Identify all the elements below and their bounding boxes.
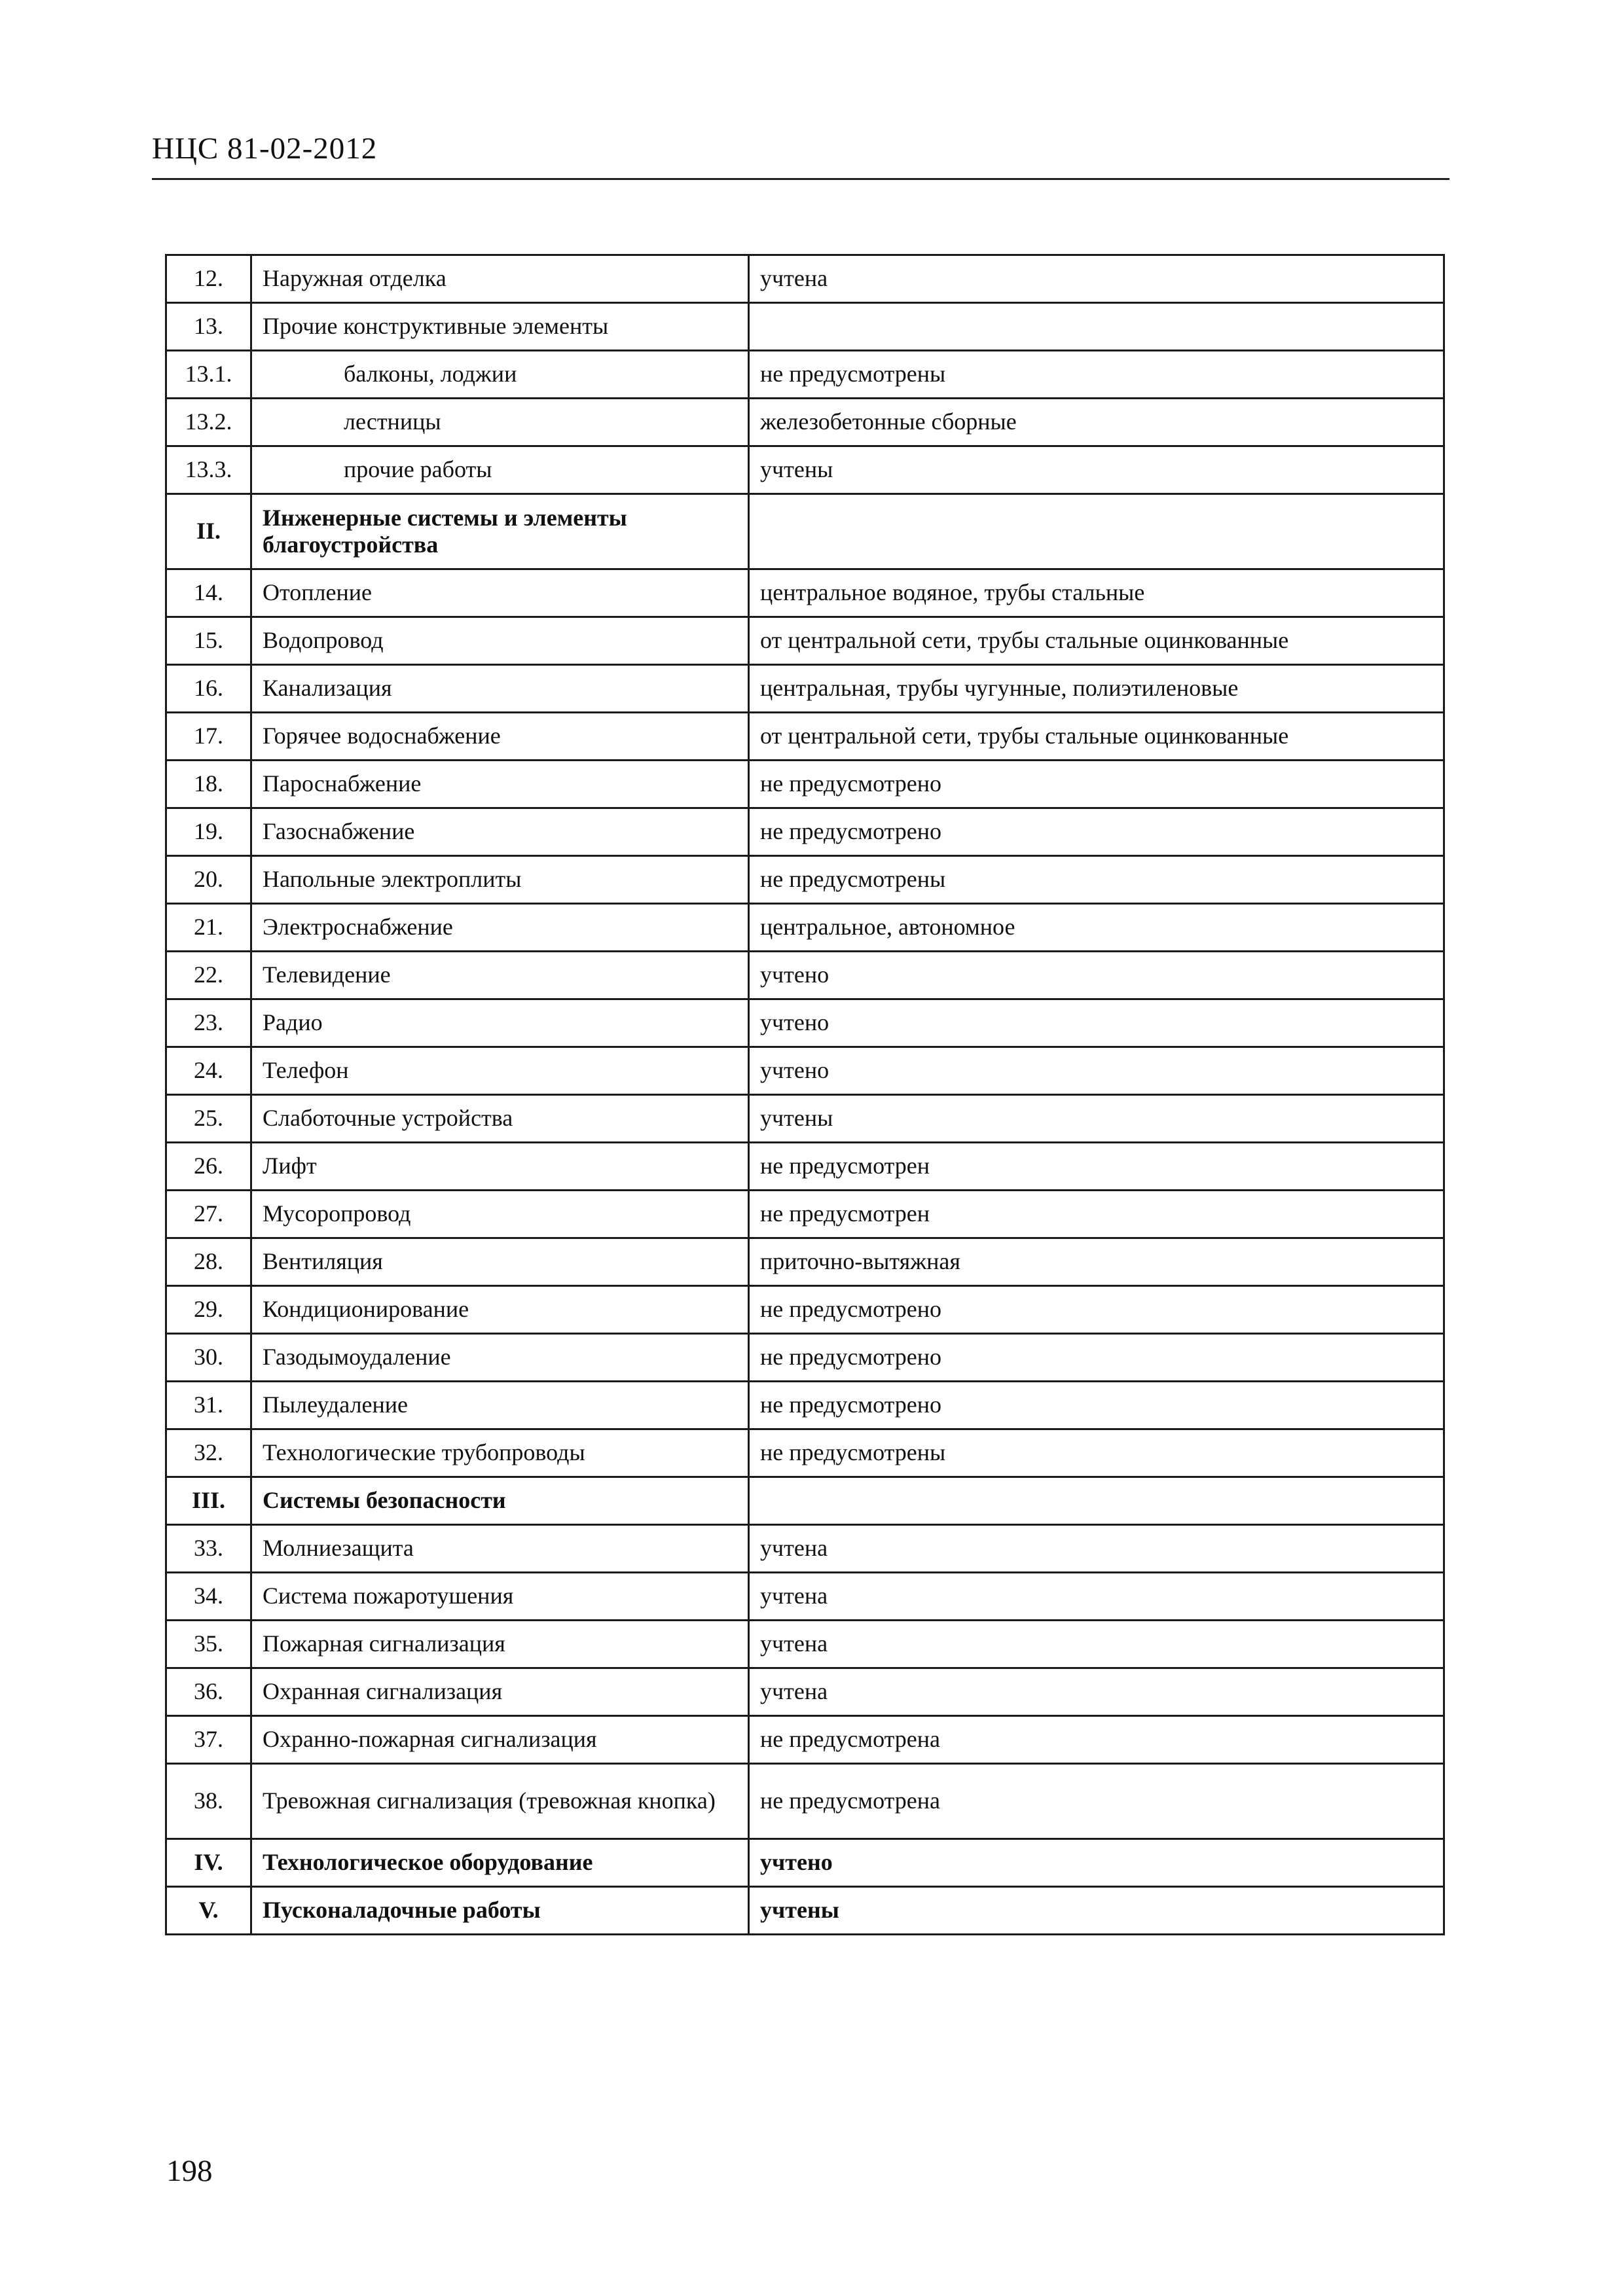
table-row: [166, 856, 1444, 904]
row-number-cell: 32.: [166, 1429, 251, 1477]
row-number-cell: 29.: [166, 1286, 251, 1334]
row-number-cell: V.: [166, 1887, 251, 1935]
element-name-cell: Система пожаротушения: [251, 1573, 749, 1621]
element-value-cell: не предусмотрено: [749, 761, 1444, 808]
table-row: [166, 1764, 1444, 1839]
element-value-cell: от центральной сети, трубы стальные оцинкованные: [749, 713, 1444, 761]
element-name-cell: Пожарная сигнализация: [251, 1621, 749, 1668]
row-number-cell: 31.: [166, 1382, 251, 1429]
element-name-cell: Канализация: [251, 665, 749, 713]
element-name-cell: Мусоропровод: [251, 1191, 749, 1238]
row-number-cell: 35.: [166, 1621, 251, 1668]
row-number-cell: 30.: [166, 1334, 251, 1382]
element-name-cell: Горячее водоснабжение: [251, 713, 749, 761]
element-name-cell: Охранная сигнализация: [251, 1668, 749, 1716]
element-value-cell: не предусмотрено: [749, 1334, 1444, 1382]
row-number-cell: 18.: [166, 761, 251, 808]
section-row: [166, 1477, 1444, 1525]
table-row: [166, 351, 1444, 399]
element-name-cell: Инженерные системы и элементы благоустройства: [251, 494, 749, 569]
row-number-cell: 38.: [166, 1764, 251, 1839]
element-name-cell: Пароснабжение: [251, 761, 749, 808]
element-name-cell: Наружная отделка: [251, 255, 749, 303]
document-header-title: НЦС 81-02-2012: [152, 132, 378, 166]
row-number-cell: 27.: [166, 1191, 251, 1238]
table-row: [166, 617, 1444, 665]
element-name-cell: Прочие конструктивные элементы: [251, 303, 749, 351]
table-row: [166, 713, 1444, 761]
element-value-cell: учтены: [749, 1887, 1444, 1935]
element-name-cell: балконы, лоджии: [251, 351, 749, 399]
element-name-cell: Технологическое оборудование: [251, 1839, 749, 1887]
row-number-cell: 13.2.: [166, 399, 251, 446]
element-value-cell: приточно-вытяжная: [749, 1238, 1444, 1286]
element-name-cell: Пылеудаление: [251, 1382, 749, 1429]
element-value-cell: не предусмотрены: [749, 856, 1444, 904]
element-name-cell: Телевидение: [251, 952, 749, 999]
element-value-cell: учтены: [749, 446, 1444, 494]
table-row: [166, 1238, 1444, 1286]
section-row: [166, 1839, 1444, 1887]
element-value-cell: не предусмотрены: [749, 1429, 1444, 1477]
element-value-cell: [749, 1477, 1444, 1525]
element-value-cell: центральная, трубы чугунные, полиэтиленовые: [749, 665, 1444, 713]
element-value-cell: не предусмотрено: [749, 808, 1444, 856]
row-number-cell: 14.: [166, 569, 251, 617]
table-row: [166, 1095, 1444, 1143]
row-number-cell: IV.: [166, 1839, 251, 1887]
table-row: [166, 665, 1444, 713]
row-number-cell: 19.: [166, 808, 251, 856]
element-value-cell: учтено: [749, 1047, 1444, 1095]
table-row: [166, 1143, 1444, 1191]
row-number-cell: 26.: [166, 1143, 251, 1191]
table-row: [166, 569, 1444, 617]
element-value-cell: учтено: [749, 952, 1444, 999]
table-row: [166, 904, 1444, 952]
element-name-cell: Вентиляция: [251, 1238, 749, 1286]
table-row: [166, 808, 1444, 856]
element-name-cell: Лифт: [251, 1143, 749, 1191]
specification-table: [165, 254, 1445, 1935]
table-row: [166, 1429, 1444, 1477]
element-name-cell: Системы безопасности: [251, 1477, 749, 1525]
element-name-cell: Технологические трубопроводы: [251, 1429, 749, 1477]
table-row: [166, 1382, 1444, 1429]
element-value-cell: учтена: [749, 1621, 1444, 1668]
table-row: [166, 999, 1444, 1047]
element-value-cell: учтена: [749, 255, 1444, 303]
element-name-cell: Пусконаладочные работы: [251, 1887, 749, 1935]
element-value-cell: не предусмотрен: [749, 1143, 1444, 1191]
row-number-cell: 23.: [166, 999, 251, 1047]
table-row: [166, 1621, 1444, 1668]
element-value-cell: от центральной сети, трубы стальные оцинкованные: [749, 617, 1444, 665]
table-row: [166, 761, 1444, 808]
element-value-cell: не предусмотрена: [749, 1716, 1444, 1764]
element-name-cell: Молниезащита: [251, 1525, 749, 1573]
element-name-cell: Отопление: [251, 569, 749, 617]
row-number-cell: 24.: [166, 1047, 251, 1095]
row-number-cell: 15.: [166, 617, 251, 665]
table-row: [166, 1047, 1444, 1095]
element-value-cell: не предусмотрены: [749, 351, 1444, 399]
row-number-cell: 37.: [166, 1716, 251, 1764]
table-row: [166, 1334, 1444, 1382]
element-value-cell: железобетонные сборные: [749, 399, 1444, 446]
row-number-cell: 17.: [166, 713, 251, 761]
element-value-cell: не предусмотрено: [749, 1382, 1444, 1429]
element-name-cell: Напольные электроплиты: [251, 856, 749, 904]
element-value-cell: центральное водяное, трубы стальные: [749, 569, 1444, 617]
table-row: [166, 1286, 1444, 1334]
section-row: [166, 494, 1444, 569]
row-number-cell: 13.1.: [166, 351, 251, 399]
table-row: [166, 255, 1444, 303]
row-number-cell: 13.: [166, 303, 251, 351]
element-value-cell: центральное, автономное: [749, 904, 1444, 952]
element-value-cell: [749, 303, 1444, 351]
row-number-cell: 33.: [166, 1525, 251, 1573]
element-value-cell: [749, 494, 1444, 569]
element-name-cell: Газодымоудаление: [251, 1334, 749, 1382]
row-number-cell: II.: [166, 494, 251, 569]
table-row: [166, 303, 1444, 351]
section-row: [166, 1887, 1444, 1935]
element-name-cell: Водопровод: [251, 617, 749, 665]
row-number-cell: 16.: [166, 665, 251, 713]
element-name-cell: Электроснабжение: [251, 904, 749, 952]
row-number-cell: 34.: [166, 1573, 251, 1621]
element-name-cell: Телефон: [251, 1047, 749, 1095]
page-number: 198: [166, 2154, 213, 2188]
element-value-cell: не предусмотрен: [749, 1191, 1444, 1238]
element-value-cell: учтены: [749, 1095, 1444, 1143]
element-name-cell: Охранно-пожарная сигнализация: [251, 1716, 749, 1764]
element-value-cell: учтено: [749, 999, 1444, 1047]
element-name-cell: Слаботочные устройства: [251, 1095, 749, 1143]
table-row: [166, 1716, 1444, 1764]
table-row: [166, 446, 1444, 494]
table-row: [166, 1191, 1444, 1238]
element-name-cell: Газоснабжение: [251, 808, 749, 856]
element-name-cell: Тревожная сигнализация (тревожная кнопка): [251, 1764, 749, 1839]
element-value-cell: учтена: [749, 1525, 1444, 1573]
row-number-cell: 25.: [166, 1095, 251, 1143]
element-value-cell: учтено: [749, 1839, 1444, 1887]
table-row: [166, 399, 1444, 446]
element-name-cell: Кондиционирование: [251, 1286, 749, 1334]
element-value-cell: не предусмотрена: [749, 1764, 1444, 1839]
element-value-cell: не предусмотрено: [749, 1286, 1444, 1334]
specification-table-body: [166, 255, 1444, 1935]
table-row: [166, 1573, 1444, 1621]
row-number-cell: III.: [166, 1477, 251, 1525]
row-number-cell: 22.: [166, 952, 251, 999]
row-number-cell: 21.: [166, 904, 251, 952]
table-row: [166, 1668, 1444, 1716]
row-number-cell: 28.: [166, 1238, 251, 1286]
element-value-cell: учтена: [749, 1573, 1444, 1621]
header-divider: [152, 178, 1450, 180]
table-row: [166, 1525, 1444, 1573]
row-number-cell: 12.: [166, 255, 251, 303]
row-number-cell: 36.: [166, 1668, 251, 1716]
element-name-cell: Радио: [251, 999, 749, 1047]
row-number-cell: 13.3.: [166, 446, 251, 494]
row-number-cell: 20.: [166, 856, 251, 904]
element-value-cell: учтена: [749, 1668, 1444, 1716]
table-row: [166, 952, 1444, 999]
element-name-cell: прочие работы: [251, 446, 749, 494]
element-name-cell: лестницы: [251, 399, 749, 446]
